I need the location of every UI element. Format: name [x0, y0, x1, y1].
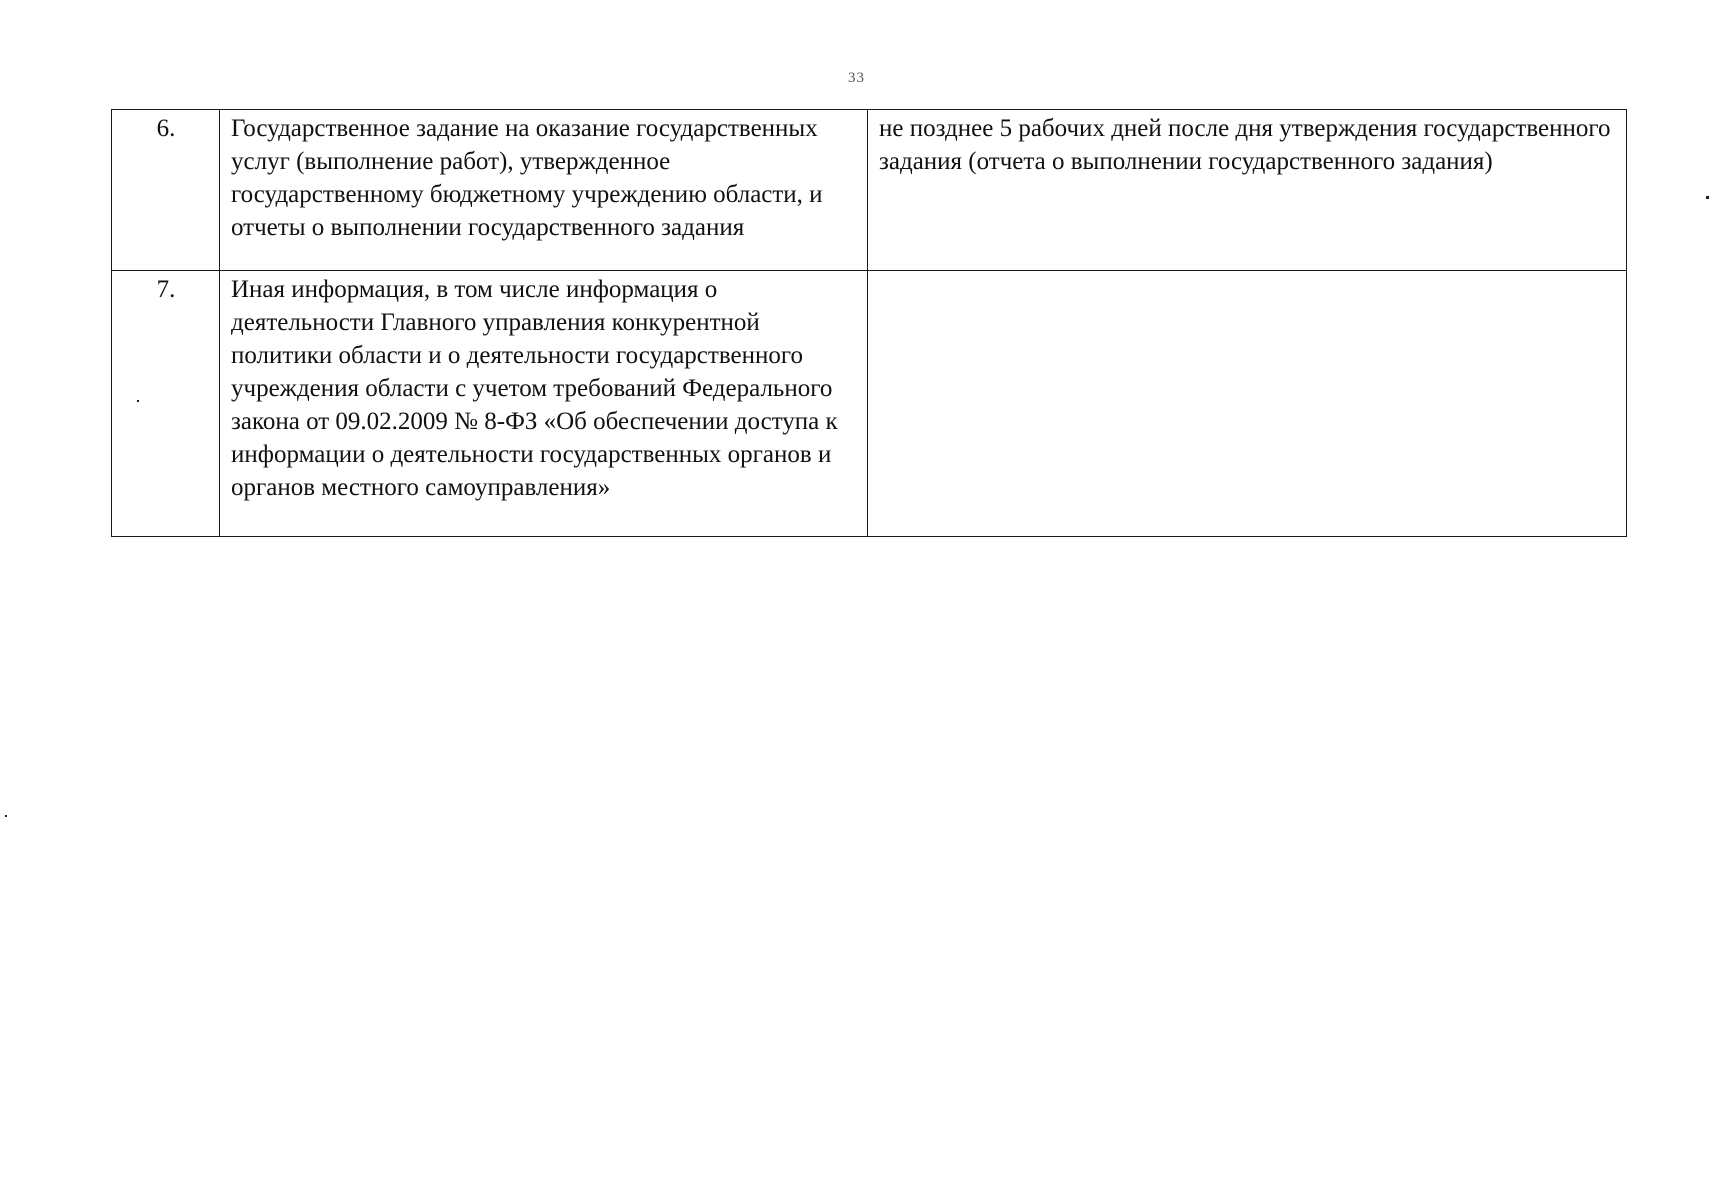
information-name-cell: Государственное задание на оказание государственных услуг (выполнение работ), утвержденное государственному бюджетному учреждению области, и отчеты о выполнении государственного задания — [220, 110, 868, 271]
page-number: 33 — [848, 70, 865, 86]
scan-speck — [1706, 196, 1709, 199]
scan-speck — [5, 815, 7, 817]
placement-term-cell — [868, 271, 1627, 537]
information-name-cell: Иная информация, в том числе информация о деятельности Главного управления конкурентной политики области и о деятельности государственного учреждения области с учетом требований Федерального закона от 09.02.2009 № 8-ФЗ «Об обеспечении доступа к информации о деятельности государственных органов и органов местного самоуправления» — [220, 271, 868, 537]
information-table — [111, 109, 1627, 537]
row-number-cell: 6. — [112, 110, 220, 271]
row-number-cell: 7. — [112, 271, 220, 537]
table-row — [112, 110, 1627, 271]
placement-term-cell: не позднее 5 рабочих дней после дня утверждения государственного задания (отчета о выполнении государственного задания) — [868, 110, 1627, 271]
table-row — [112, 271, 1627, 537]
scan-speck — [137, 400, 139, 402]
